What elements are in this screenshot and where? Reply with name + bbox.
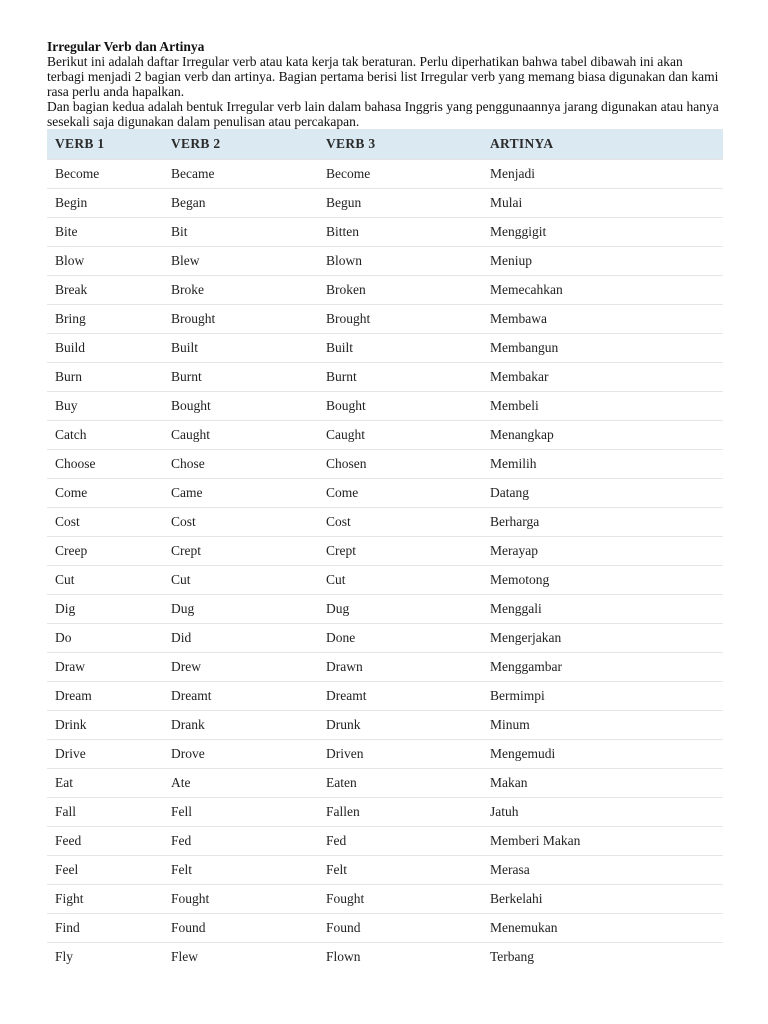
table-row (47, 624, 723, 653)
table-row (47, 189, 723, 218)
cell-verb-3: Blown (318, 247, 482, 276)
cell-verb-2: Found (163, 914, 318, 943)
cell-verb-1: Drink (47, 711, 163, 740)
table-row (47, 247, 723, 276)
cell-verb-1: Become (47, 160, 163, 189)
cell-verb-3: Built (318, 334, 482, 363)
table-row (47, 305, 723, 334)
cell-artinya: Merasa (482, 856, 723, 885)
cell-artinya: Menggigit (482, 218, 723, 247)
cell-artinya: Membeli (482, 392, 723, 421)
header-verb-1: VERB 1 (47, 129, 163, 160)
cell-artinya: Menjadi (482, 160, 723, 189)
cell-verb-1: Burn (47, 363, 163, 392)
cell-verb-1: Creep (47, 537, 163, 566)
cell-artinya: Minum (482, 711, 723, 740)
cell-verb-3: Begun (318, 189, 482, 218)
cell-verb-3: Flown (326, 949, 361, 964)
cell-artinya: Membakar (482, 363, 723, 392)
cell-verb-2: Fought (163, 885, 318, 914)
cell-verb-1: Drive (47, 740, 163, 769)
cell-verb-3: Come (318, 479, 482, 508)
table-row (47, 334, 723, 363)
cell-verb-3: Felt (318, 856, 482, 885)
table-row (47, 914, 723, 943)
cell-verb-1: Come (47, 479, 163, 508)
table-row (47, 798, 723, 827)
cell-verb-3: Brought (318, 305, 482, 334)
cell-verb-3: Fallen (318, 798, 482, 827)
cell-verb-2: Drank (163, 711, 318, 740)
cell-verb-2: Cost (163, 508, 318, 537)
cell-artinya: Terbang (490, 949, 535, 964)
cell-artinya: Mulai (482, 189, 723, 218)
cell-verb-2: Came (163, 479, 318, 508)
cell-verb-2: Ate (163, 769, 318, 798)
cell-verb-2: Broke (163, 276, 318, 305)
cell-verb-1: Bite (47, 218, 163, 247)
cell-verb-1: Begin (47, 189, 163, 218)
cell-verb-1: Cut (47, 566, 163, 595)
cell-verb-3: Bought (318, 392, 482, 421)
cell-verb-2: Dreamt (163, 682, 318, 711)
table-row (47, 479, 723, 508)
cell-verb-3: Cost (318, 508, 482, 537)
cell-verb-1: Find (47, 914, 163, 943)
cell-artinya: Menggambar (482, 653, 723, 682)
cell-artinya: Memilih (482, 450, 723, 479)
table-row (47, 537, 723, 566)
table-row (47, 276, 723, 305)
cell-verb-3: Found (318, 914, 482, 943)
cell-verb-2: Dug (163, 595, 318, 624)
table-row (47, 769, 723, 798)
cell-verb-2: Fed (163, 827, 318, 856)
irregular-verb-table (47, 129, 723, 971)
cell-verb-1: Blow (47, 247, 163, 276)
cell-artinya: Memotong (482, 566, 723, 595)
cell-verb-1: Catch (47, 421, 163, 450)
cell-verb-1: Fall (47, 798, 163, 827)
cell-verb-1: Dream (47, 682, 163, 711)
cell-verb-2: Blew (163, 247, 318, 276)
cell-verb-1: Fight (47, 885, 163, 914)
table-row (47, 943, 723, 972)
cell-artinya: Berkelahi (482, 885, 723, 914)
table-row (47, 450, 723, 479)
cell-verb-1: Dig (47, 595, 163, 624)
cell-verb-3: Driven (318, 740, 482, 769)
table-row (47, 566, 723, 595)
cell-verb-3: Fed (318, 827, 482, 856)
table-row (47, 160, 723, 189)
header-verb-3: VERB 3 (318, 129, 482, 160)
table-row (47, 421, 723, 450)
cell-artinya: Jatuh (482, 798, 723, 827)
cell-verb-2: Crept (163, 537, 318, 566)
header-verb-2: VERB 2 (163, 129, 318, 160)
cell-verb-3: Burnt (318, 363, 482, 392)
header-artinya: ARTINYA (482, 129, 723, 160)
cell-artinya: Bermimpi (482, 682, 723, 711)
cell-verb-1: Cost (47, 508, 163, 537)
cell-verb-2: Began (163, 189, 318, 218)
table-row (47, 740, 723, 769)
cell-verb-2: Flew (171, 949, 198, 964)
table-row (47, 711, 723, 740)
table-row (47, 856, 723, 885)
cell-verb-1: Break (47, 276, 163, 305)
cell-artinya: Berharga (482, 508, 723, 537)
cell-verb-1: Feel (47, 856, 163, 885)
cell-verb-2: Became (163, 160, 318, 189)
cell-verb-2: Burnt (163, 363, 318, 392)
cell-verb-1: Buy (47, 392, 163, 421)
cell-verb-1: Do (47, 624, 163, 653)
cell-verb-2: Did (163, 624, 318, 653)
cell-verb-3: Bitten (318, 218, 482, 247)
cell-verb-2: Caught (163, 421, 318, 450)
intro-paragraph: Berikut ini adalah daftar Irregular verb atau kata kerja tak beraturan. Perlu diperhatikan bahwa tabel dibawah ini akan terbagi menjadi 2 bagian verb dan artinya. Bagian pertama berisi list Irregular verb yang memang biasa digunakan dan kami rasa perlu anda hapalkan. (47, 54, 719, 99)
cell-verb-1: Choose (47, 450, 163, 479)
cell-artinya: Merayap (482, 537, 723, 566)
cell-artinya: Membangun (482, 334, 723, 363)
cell-verb-2: Drove (163, 740, 318, 769)
cell-verb-1: Bring (47, 305, 163, 334)
cell-verb-3: Drawn (318, 653, 482, 682)
cell-verb-3: Chosen (318, 450, 482, 479)
cell-artinya: Memecahkan (482, 276, 723, 305)
cell-verb-3: Dug (318, 595, 482, 624)
cell-verb-2: Brought (163, 305, 318, 334)
second-paragraph: Dan bagian kedua adalah bentuk Irregular verb lain dalam bahasa Inggris yang penggunaannya jarang digunakan atau hanya sesekali saja digunakan dalam penulisan atau percakapan. (47, 99, 719, 129)
cell-verb-2: Chose (163, 450, 318, 479)
cell-verb-2: Felt (163, 856, 318, 885)
table-row (47, 392, 723, 421)
cell-verb-1: Eat (47, 769, 163, 798)
cell-artinya: Mengemudi (482, 740, 723, 769)
cell-artinya: Datang (482, 479, 723, 508)
cell-verb-3: Eaten (318, 769, 482, 798)
cell-verb-3: Done (318, 624, 482, 653)
table-body (47, 160, 723, 972)
table-header-row (47, 129, 723, 160)
cell-artinya: Makan (482, 769, 723, 798)
cell-verb-3: Fought (318, 885, 482, 914)
cell-verb-2: Fell (163, 798, 318, 827)
cell-verb-1: Draw (47, 653, 163, 682)
cell-artinya: Membawa (482, 305, 723, 334)
cell-verb-3: Dreamt (318, 682, 482, 711)
cell-artinya: Menemukan (482, 914, 723, 943)
cell-verb-2: Built (163, 334, 318, 363)
table-row (47, 885, 723, 914)
table-row (47, 508, 723, 537)
table-row (47, 682, 723, 711)
table-row (47, 653, 723, 682)
cell-verb-2: Cut (163, 566, 318, 595)
cell-verb-1: Feed (47, 827, 163, 856)
table-row (47, 827, 723, 856)
cell-verb-3: Cut (318, 566, 482, 595)
cell-verb-3: Drunk (318, 711, 482, 740)
cell-artinya: Menggali (482, 595, 723, 624)
cell-verb-1: Build (47, 334, 163, 363)
cell-verb-3: Caught (318, 421, 482, 450)
cell-artinya: Mengerjakan (482, 624, 723, 653)
cell-verb-3: Crept (318, 537, 482, 566)
cell-verb-2: Drew (163, 653, 318, 682)
cell-artinya: Menangkap (482, 421, 723, 450)
cell-verb-2: Bought (163, 392, 318, 421)
document-title: Irregular Verb dan Artinya (47, 39, 205, 54)
cell-verb-3: Become (318, 160, 482, 189)
document-body (47, 39, 723, 129)
table-row (47, 363, 723, 392)
table-row (47, 595, 723, 624)
cell-verb-1: Fly (55, 949, 74, 964)
cell-verb-2: Bit (163, 218, 318, 247)
cell-verb-3: Broken (318, 276, 482, 305)
cell-artinya: Memberi Makan (482, 827, 723, 856)
cell-artinya: Meniup (482, 247, 723, 276)
table-row (47, 218, 723, 247)
